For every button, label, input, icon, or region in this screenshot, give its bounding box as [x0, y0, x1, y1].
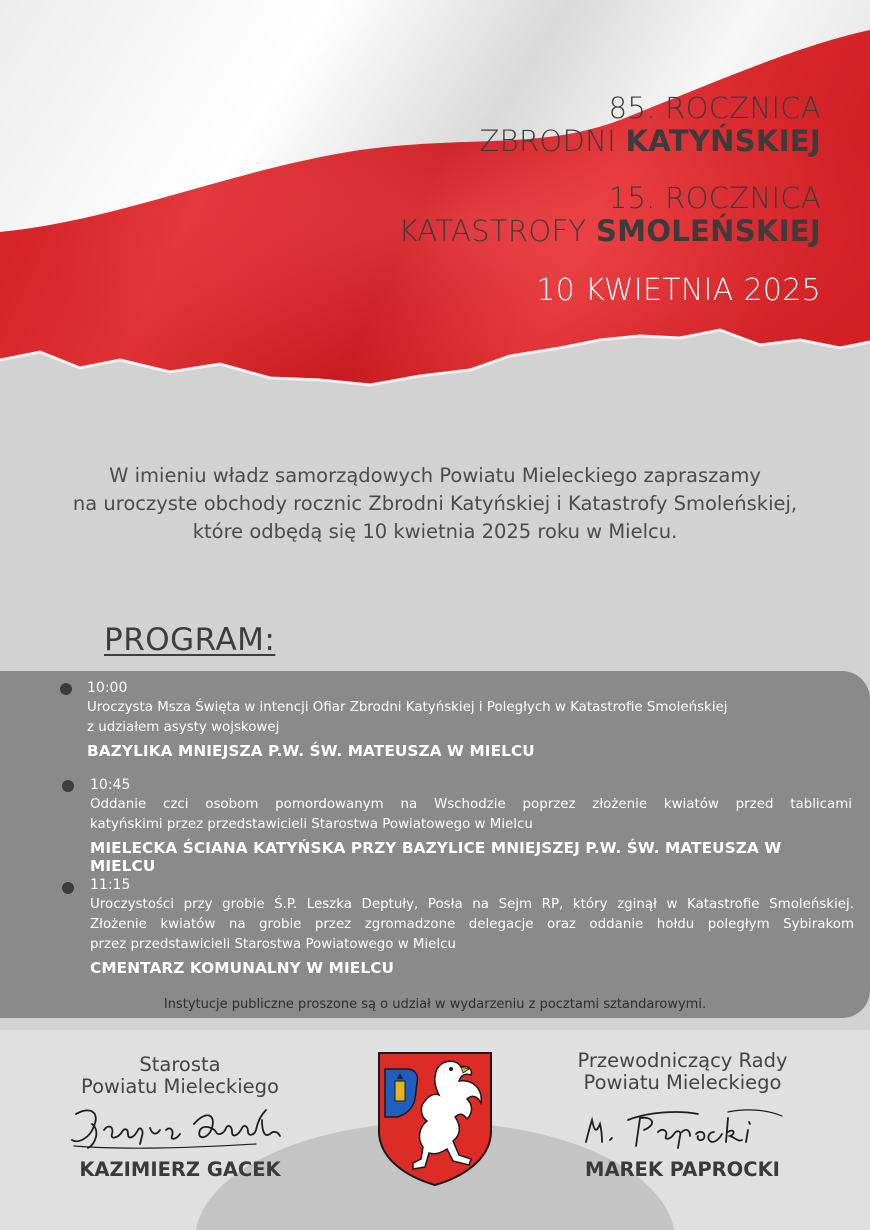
right-signer-role: Przewodniczący Rady Powiatu Mieleckiego	[577, 1049, 788, 1094]
intro-line: W imieniu władz samorządowych Powiatu Mieleckiego zapraszamy	[109, 464, 761, 487]
intro-line: na uroczyste obchody rocznic Zbrodni Katyńskiej i Katastrofy Smoleńskiej,	[72, 492, 798, 515]
intro-line: które odbędą się 10 kwietnia 2025 roku w Mielcu.	[192, 520, 678, 543]
headline-smolensk	[399, 182, 821, 248]
bullet-icon	[62, 882, 74, 894]
headline-katyn	[480, 92, 822, 158]
headline-line3: 15. ROCZNICA	[608, 181, 821, 215]
event-place: BAZYLIKA MNIEJSZA P.W. ŚW. MATEUSZA W MIELCU	[87, 742, 535, 760]
intro-text	[0, 462, 870, 546]
left-signer-name: KAZIMIERZ GACEK	[79, 1158, 281, 1181]
headline-line4-normal: KATASTROFY	[398, 214, 596, 248]
event-time: 10:00	[87, 680, 128, 696]
notice-text: Instytucje publiczne proszone są o udział w wydarzeniu z pocztami sztandarowymi.	[163, 997, 707, 1012]
bullet-icon	[62, 780, 74, 792]
headline-line4-bold: SMOLEŃSKIEJ	[595, 214, 821, 248]
event-date: 10 KWIETNIA 2025	[536, 273, 821, 308]
event-place: CMENTARZ KOMUNALNY W MIELCU	[90, 959, 395, 977]
headline-line1: 85. ROCZNICA	[608, 91, 821, 125]
event-time: 10:45	[90, 777, 131, 793]
event-place: MIELECKA ŚCIANA KATYŃSKA PRZY BAZYLICE MNIEJSZEJ P.W. ŚW. MATEUSZA W MIELCU	[90, 839, 782, 875]
program-event	[87, 679, 787, 760]
program-event	[90, 876, 854, 977]
left-signature	[66, 1100, 286, 1160]
event-description: Uroczysta Msza Święta w intencji Ofiar Zbrodni Katyńskiej i Poległych w Katastrofie Smoleńskiej z udziałem asysty wojskowej	[87, 700, 728, 735]
event-time: 11:15	[90, 877, 131, 893]
coat-of-arms-icon	[377, 1051, 493, 1187]
headline-line2-normal: ZBRODNI	[479, 124, 626, 158]
right-signature	[578, 1104, 788, 1154]
program-event	[90, 776, 852, 875]
left-signer-role: Starosta Powiatu Mieleckiego	[81, 1053, 279, 1098]
headline-line2-bold: KATYŃSKIEJ	[625, 124, 821, 158]
event-description: Oddanie czci osobom pomordowanym na Wschodzie poprzez złożenie kwiatów przed tablicami katyńskimi przez przedstawicieli Starostwa Powiatowego w Mielcu	[90, 797, 852, 832]
program-title: PROGRAM:	[104, 622, 276, 658]
right-signer-name: MAREK PAPROCKI	[585, 1158, 780, 1181]
event-description: Uroczystości przy grobie Ś.P. Leszka Deptuły, Posła na Sejm RP, który zginął w Katastrofie Smoleńskiej. Złożenie kwiatów na grobie przez zgromadzone delegacje oraz oddanie hołdu poległym Sybirakom przez przedstawicieli Starostwa Powiatowego w Mielcu	[90, 897, 854, 952]
bullet-icon	[60, 683, 72, 695]
